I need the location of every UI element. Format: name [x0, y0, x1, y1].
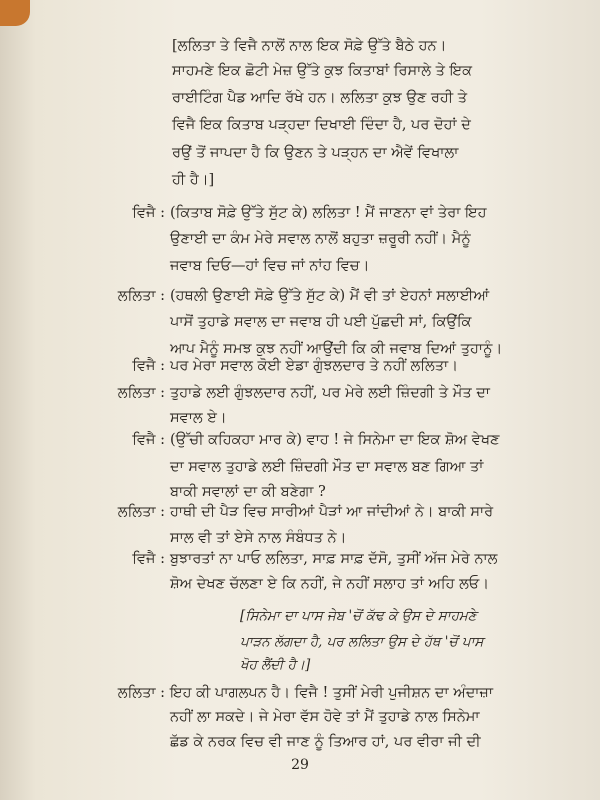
speaker-label: ਵਿਜੈ : — [132, 205, 165, 221]
speaker-label: ਵਿਜੈ : — [132, 432, 165, 448]
stage-line: ਖੋਹ ਲੈਂਦੀ ਹੈ।] — [240, 657, 311, 673]
book-cover-edge — [0, 0, 30, 26]
dialogue-line: ਬਾਕੀ ਸਵਾਲਾਂ ਦਾ ਕੀ ਬਣੇਗਾ ? — [170, 484, 326, 500]
stage-line: ਵਿਜੈ ਇਕ ਕਿਤਾਬ ਪੜ੍ਹਦਾ ਦਿਖਾਈ ਦਿੰਦਾ ਹੈ, ਪਰ ਦੋਹਾਂ ਦੇ — [172, 117, 471, 133]
page-number: 29 — [291, 757, 309, 773]
speaker-label: ਲਲਿਤਾ : — [117, 685, 165, 701]
stage-line: ਸਾਹਮਣੇ ਇਕ ਛੋਟੀ ਮੇਜ਼ ਉੱਤੇ ਕੁਝ ਕਿਤਾਬਾਂ ਰਿਸਾਲੇ ਤੇ ਇਕ — [172, 63, 473, 79]
dialogue-line: ਸਵਾਲ ਏ। — [170, 410, 227, 426]
dialogue-line: (ਹਥਲੀ ਉਣਾਈ ਸੋਫ਼ੇ ਉੱਤੇ ਸੁੱਟ ਕੇ) ਮੈਂ ਵੀ ਤਾਂ ਏਹਨਾਂ ਸਲਾਈਆਂ — [170, 288, 490, 304]
dialogue-line: ਜਵਾਬ ਦਿਓ—ਹਾਂ ਵਿਚ ਜਾਂ ਨਾਂਹ ਵਿਚ। — [170, 258, 370, 274]
dialogue-line: (ਉੱਚੀ ਕਹਿਕਹਾ ਮਾਰ ਕੇ) ਵਾਹ ! ਜੇ ਸਿਨੇਮਾ ਦਾ ਇਕ ਸ਼ੋਅ ਵੇਖਣ — [170, 432, 500, 448]
dialogue-line: ਬੁਝਾਰਤਾਂ ਨਾ ਪਾਓ ਲਲਿਤਾ, ਸਾਫ਼ ਸਾਫ਼ ਦੱਸੋ, ਤੁਸੀਂ ਅੱਜ ਮੇਰੇ ਨਾਲ — [170, 551, 498, 567]
dialogue-line: (ਕਿਤਾਬ ਸੋਫ਼ੇ ਉੱਤੇ ਸੁੱਟ ਕੇ) ਲਲਿਤਾ ! ਮੈਂ ਜਾਣਨਾ ਵਾਂ ਤੇਰਾ ਇਹ — [170, 205, 487, 221]
dialogue-line: ਤੁਹਾਡੇ ਲਈ ਗੁੰਝਲਦਾਰ ਨਹੀਂ, ਪਰ ਮੇਰੇ ਲਈ ਜ਼ਿੰਦਗੀ ਤੇ ਮੌਤ ਦਾ — [170, 385, 490, 401]
dialogue-line: ਨਹੀਂ ਲਾ ਸਕਦੇ। ਜੇ ਮੇਰਾ ਵੱਸ ਹੋਵੇ ਤਾਂ ਮੈਂ ਤੁਹਾਡੇ ਨਾਲ ਸਿਨੇਮਾ — [170, 709, 480, 725]
dialogue-line: ਸ਼ੋਅ ਦੇਖਣ ਚੱਲਣਾ ਏ ਕਿ ਨਹੀਂ, ਜੇ ਨਹੀਂ ਸਲਾਹ ਤਾਂ ਅਹਿ ਲਓ। — [170, 576, 490, 592]
speaker-label: ਵਿਜੈ : — [132, 358, 165, 374]
dialogue-line: ਦਾ ਸਵਾਲ ਤੁਹਾਡੇ ਲਈ ਜ਼ਿੰਦਗੀ ਮੌਤ ਦਾ ਸਵਾਲ ਬਣ ਗਿਆ ਤਾਂ — [170, 459, 484, 475]
dialogue-line: ਛੱਡ ਕੇ ਨਰਕ ਵਿਚ ਵੀ ਜਾਣ ਨੂੰ ਤਿਆਰ ਹਾਂ, ਪਰ ਵੀਰਾ ਜੀ ਦੀ — [170, 734, 481, 750]
stage-line: ਰਾਈਟਿੰਗ ਪੈਡ ਆਦਿ ਰੱਖੇ ਹਨ। ਲਲਿਤਾ ਕੁਝ ਉਣ ਰਹੀ ਤੇ — [172, 90, 468, 106]
speaker-label: ਲਲਿਤਾ : — [117, 385, 165, 401]
speaker-label: ਵਿਜੈ : — [132, 551, 165, 567]
dialogue-line: ਪਰ ਮੇਰਾ ਸਵਾਲ ਕੋਈ ਏਡਾ ਗੁੰਝਲਦਾਰ ਤੇ ਨਹੀਂ ਲਲਿਤਾ। — [170, 358, 458, 374]
dialogue-line: ਆਪ ਮੈਨੂੰ ਸਮਝ ਕੁਝ ਨਹੀਂ ਆਉਂਦੀ ਕਿ ਕੀ ਜਵਾਬ ਦਿਆਂ ਤੁਹਾਨੂੰ। — [170, 341, 503, 357]
stage-line: ਰਉਂ ਤੋਂ ਜਾਪਦਾ ਹੈ ਕਿ ਉਣਨ ਤੇ ਪੜ੍ਹਨ ਦਾ ਐਵੇਂ ਵਿਖਾਲਾ — [172, 145, 459, 161]
dialogue-line: ਉਣਾਈ ਦਾ ਕੰਮ ਮੇਰੇ ਸਵਾਲ ਨਾਲੋਂ ਬਹੁਤਾ ਜ਼ਰੂਰੀ ਨਹੀਂ। ਮੈਨੂੰ — [170, 231, 471, 247]
stage-line: ਪਾੜਨ ਲੱਗਦਾ ਹੈ, ਪਰ ਲਲਿਤਾ ਉਸ ਦੇ ਹੱਥ 'ਚੋਂ ਪਾਸ — [240, 634, 484, 650]
dialogue-line: ਹਾਥੀ ਦੀ ਪੈੜ ਵਿਚ ਸਾਰੀਆਂ ਪੈੜਾਂ ਆ ਜਾਂਦੀਆਂ ਨੇ। ਬਾਕੀ ਸਾਰੇ — [170, 504, 494, 520]
stage-line: [ਸਿਨੇਮਾ ਦਾ ਪਾਸ ਜੇਬ 'ਚੋਂ ਕੱਢ ਕੇ ਉਸ ਦੇ ਸਾਹਮਣੇ — [240, 608, 477, 624]
speaker-label: ਲਲਿਤਾ : — [117, 288, 165, 304]
dialogue-line: ਪਾਸੋਂ ਤੁਹਾਡੇ ਸਵਾਲ ਦਾ ਜਵਾਬ ਹੀ ਪਈ ਪੁੱਛਦੀ ਸਾਂ, ਕਿਉਂਕਿ — [170, 314, 472, 330]
stage-line: ਹੀ ਹੈ।] — [172, 172, 215, 188]
dialogue-line: ਇਹ ਕੀ ਪਾਗਲਪਨ ਹੈ। ਵਿਜੈ ! ਤੁਸੀਂ ਮੇਰੀ ਪੁਜੀਸ਼ਨ ਦਾ ਅੰਦਾਜ਼ਾ — [170, 685, 494, 701]
stage-line: [ਲਲਿਤਾ ਤੇ ਵਿਜੈ ਨਾਲੋਂ ਨਾਲ ਇਕ ਸੋਫ਼ੇ ਉੱਤੇ ਬੈਠੇ ਹਨ। — [172, 38, 447, 54]
dialogue-line: ਸਾਲ ਵੀ ਤਾਂ ਏਸੇ ਨਾਲ ਸੰਬੰਧਤ ਨੇ। — [170, 530, 347, 546]
speaker-label: ਲਲਿਤਾ : — [117, 504, 165, 520]
